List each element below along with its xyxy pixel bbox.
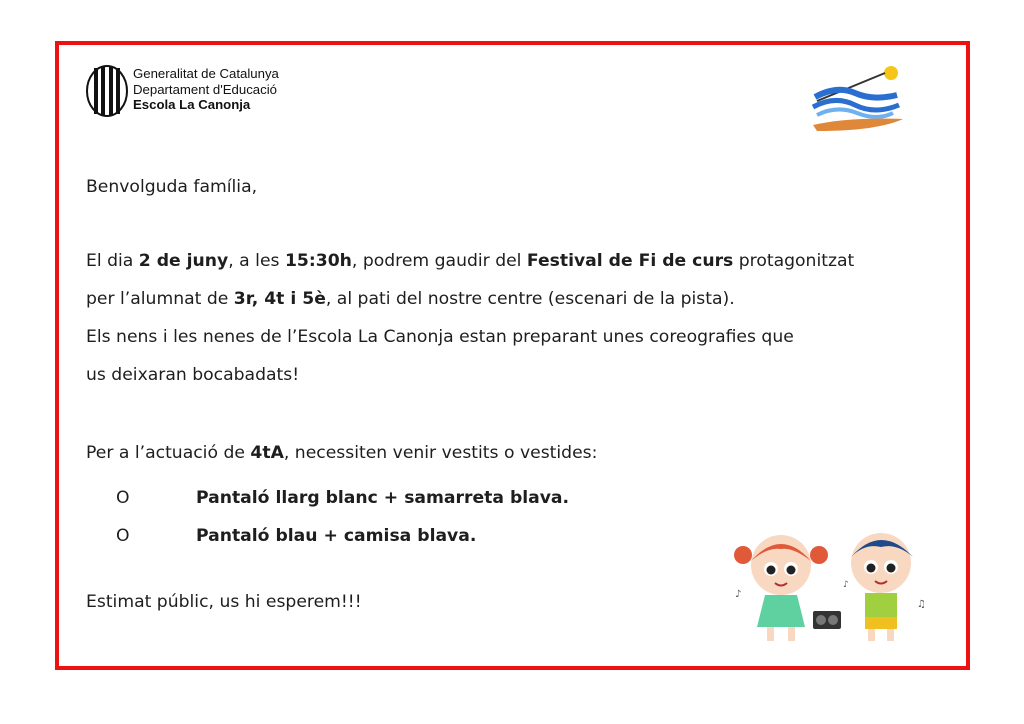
- svg-text:♪: ♪: [843, 580, 849, 590]
- grades: 3r, 4t i 5è: [233, 289, 326, 309]
- generalitat-logo-icon: [85, 64, 129, 118]
- event-time: 15:30h: [284, 251, 352, 271]
- p5-text-a: Per a l’actuació de: [86, 443, 251, 463]
- class-group: 4tA: [250, 443, 284, 463]
- svg-text:♫: ♫: [917, 599, 926, 610]
- list-item: [116, 487, 569, 509]
- header-text: [133, 66, 393, 113]
- paragraph-line-1: [86, 250, 854, 272]
- gov-line-2: Departament d'Educació: [133, 81, 278, 97]
- closing-line: Estimat públic, us hi esperem!!!: [86, 592, 362, 612]
- bullet-mark: O: [116, 526, 130, 546]
- paragraph-line-2: [86, 288, 735, 310]
- gov-line-1: Generalitat de Catalunya: [133, 66, 279, 81]
- p1-text-d: protagonitzat: [733, 251, 855, 271]
- event-name: Festival de Fi de curs: [526, 251, 734, 271]
- paragraph-line-5: [86, 442, 597, 464]
- event-date: 2 de juny: [138, 251, 229, 271]
- p1-text-c: , podrem gaudir del: [351, 251, 527, 271]
- bullet-text: Pantaló blau + camisa blava.: [196, 526, 477, 546]
- school-logo-icon: [807, 61, 911, 137]
- bullet-mark: O: [116, 488, 130, 508]
- greeting: Benvolguda família,: [86, 177, 258, 197]
- paragraph-line-4: us deixaran bocabadats!: [86, 365, 300, 385]
- dancing-kids-illustration-icon: [731, 527, 931, 647]
- p1-text-b: , a les: [228, 251, 285, 271]
- letter-frame: [55, 41, 970, 670]
- bullet-text: Pantaló llarg blanc + samarreta blava.: [196, 488, 570, 508]
- list-item: [116, 525, 476, 547]
- p2-text-b: , al pati del nostre centre (escenari de la pista).: [325, 289, 735, 309]
- school-name: Escola La Canonja: [133, 97, 251, 112]
- p5-text-b: , necessiten venir vestits o vestides:: [283, 443, 598, 463]
- p2-text-a: per l’alumnat de: [86, 289, 234, 309]
- svg-text:♪: ♪: [735, 589, 742, 600]
- p1-text-a: El dia: [86, 251, 139, 271]
- paragraph-line-3: Els nens i les nenes de l’Escola La Canonja estan preparant unes coreografies que: [86, 327, 794, 347]
